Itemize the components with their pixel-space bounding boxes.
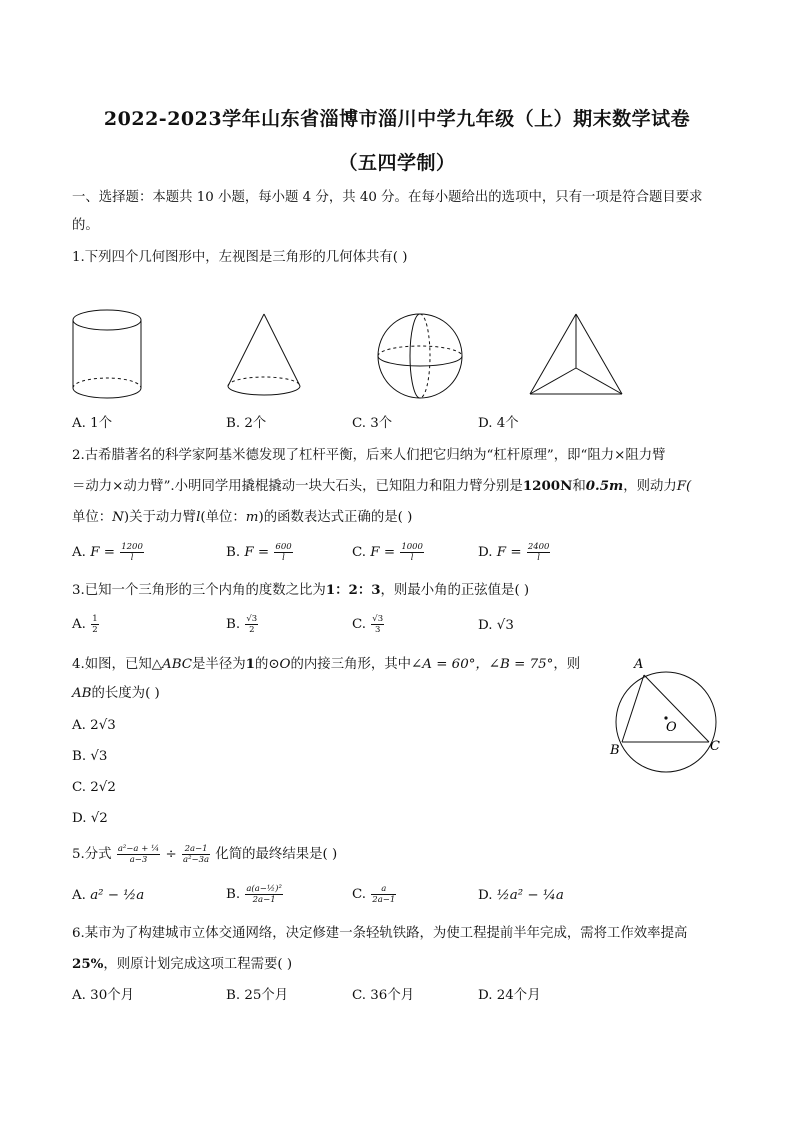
sphere-icon xyxy=(376,312,464,400)
q3-option-c[interactable]: C. $\frac{√3}{3}$ xyxy=(352,614,384,635)
q5-option-c[interactable]: C. $\frac{a}{2a-1}$ xyxy=(352,884,396,905)
label-c: C xyxy=(710,739,720,754)
tetrahedron-icon xyxy=(528,312,624,398)
q4-option-a[interactable]: A. 2√3 xyxy=(72,718,116,733)
q3-option-d[interactable]: D. √3 xyxy=(478,618,514,633)
question-1-stem: 1.下列四个几何图形中，左视图是三角形的几何体共有( ) xyxy=(72,250,408,265)
question-6-line-2: 25%，则原计划完成这项工程需要( ) xyxy=(72,956,293,972)
section-heading-cont: 的。 xyxy=(72,218,99,233)
section-heading: 一、选择题：本题共 10 小题，每小题 4 分，共 40 分。在每小题给出的选项中，只有一项是符合题目要求 xyxy=(72,190,703,205)
q3-option-a[interactable]: A. $\frac{1}{2}$ xyxy=(72,614,98,635)
q6-option-d[interactable]: D. 24个月 xyxy=(478,988,541,1003)
cylinder-icon xyxy=(70,308,146,400)
q1-option-c[interactable]: C. 3个 xyxy=(352,416,393,431)
cone-icon xyxy=(224,312,304,402)
question-2-line-1: 2.古希腊著名的科学家阿基米德发现了杠杆平衡，后来人们把它归纳为“杠杆原理”，即“阻力×阻力臂 xyxy=(72,448,666,463)
question-5-stem: 5.分式 $\frac{\text{a²−a + ¼}}{a-3}$ ÷ $\frac{2a-1}{\text{a²−3a}}$ 化简的最终结果是( ) xyxy=(72,844,338,865)
label-a: A xyxy=(634,657,644,672)
question-4-line-2: AB的长度为( ) xyxy=(72,686,160,701)
q5-option-b[interactable]: B. $\frac{\text{a(a−½)²}}{2a-1}$ xyxy=(226,884,282,905)
question-3-stem: 3.已知一个三角形的三个内角的度数之比为1：2：3，则最小角的正弦值是( ) xyxy=(72,582,530,598)
q2-option-c[interactable]: C. F = $\frac{1000}{l}$ xyxy=(352,542,423,563)
q6-option-a[interactable]: A. 30个月 xyxy=(72,988,135,1003)
page-title: 2022-2023学年山东省淄博市淄川中学九年级（上）期末数学试卷 xyxy=(103,108,691,130)
q5-option-a[interactable]: A. a² − ½a xyxy=(72,888,145,903)
question-6-line-1: 6.某市为了构建城市立体交通网络，决定修建一条轻轨铁路，为使工程提前半年完成，需将工作效率提高 xyxy=(72,926,688,941)
q1-option-a[interactable]: A. 1个 xyxy=(72,416,113,431)
label-o: O xyxy=(666,720,677,735)
q4-option-b[interactable]: B. √3 xyxy=(72,749,108,764)
label-b: B xyxy=(610,743,620,758)
question-2-line-3: 单位：N)关于动力臂l(单位：m)的函数表达式正确的是( ) xyxy=(72,510,413,525)
question-4-line-1: 4.如图，已知△ABC是半径为1的⊙O的内接三角形，其中∠A = 60°，∠B = 75°，则 xyxy=(72,656,581,672)
q1-option-d[interactable]: D. 4个 xyxy=(478,416,519,431)
q1-option-b[interactable]: B. 2个 xyxy=(226,416,267,431)
q5-option-d[interactable]: D. ½a² − ¼a xyxy=(478,888,564,903)
q2-option-b[interactable]: B. F = $\frac{600}{l}$ xyxy=(226,542,292,563)
q2-option-a[interactable]: A. F = $\frac{1200}{l}$ xyxy=(72,542,143,563)
q4-option-d[interactable]: D. √2 xyxy=(72,811,108,826)
q4-option-c[interactable]: C. 2√2 xyxy=(72,780,116,795)
q6-option-b[interactable]: B. 25个月 xyxy=(226,988,289,1003)
q3-option-b[interactable]: B. $\frac{√3}{2}$ xyxy=(226,614,258,635)
question-2-line-2: ＝动力×动力臂”.小明同学用撬棍撬动一块大石头，已知阻力和阻力臂分别是1200N和0.5m，则动力F( xyxy=(72,478,692,494)
inscribed-triangle-figure xyxy=(600,652,730,772)
q6-option-c[interactable]: C. 36个月 xyxy=(352,988,415,1003)
page-subtitle: （五四学制） xyxy=(338,152,456,174)
q2-option-d[interactable]: D. F = $\frac{2400}{l}$ xyxy=(478,542,550,563)
